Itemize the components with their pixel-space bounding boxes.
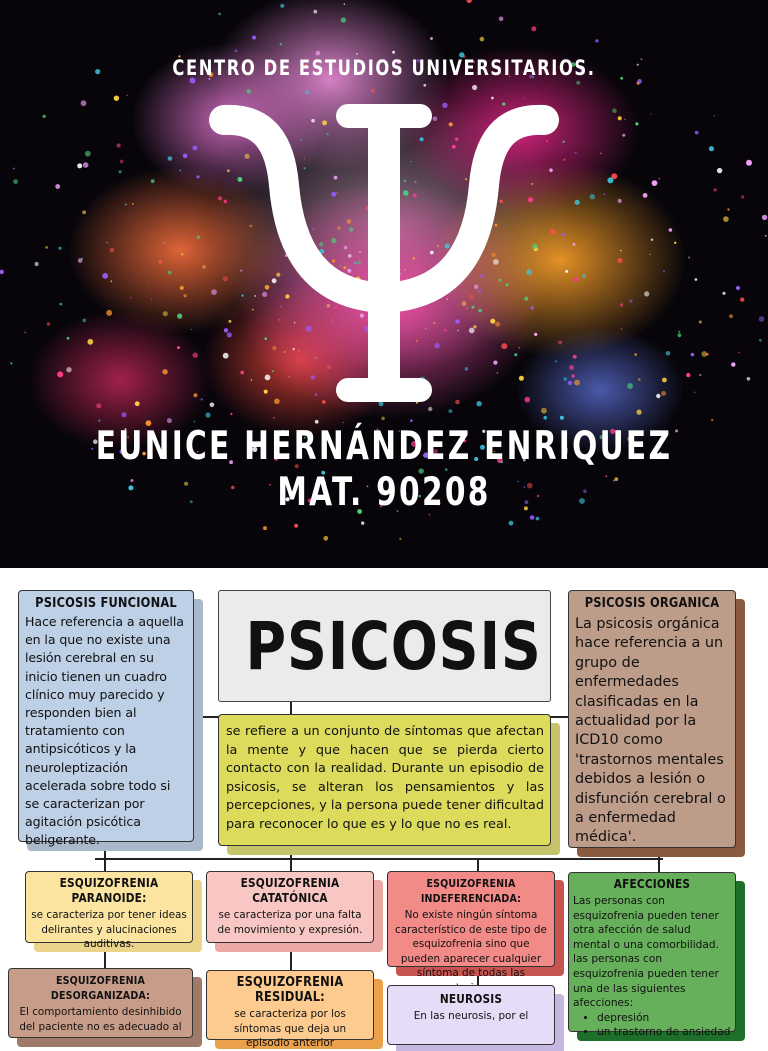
box-title: NEUROSIS [439,992,503,1006]
box-title: ESQUIZOFRENIA PARANOIDE: [59,876,159,905]
box-title: PSICOSIS ORGANICA [584,596,720,611]
box-text: No existe ningún síntoma característico de este tipo de esquizofrenia sino que pueden aparecer cualquier síntoma de todas las [395,909,547,980]
connector-line [290,952,292,970]
box-title: ESQUIZOFRENIA INDEFERENCIADA: [420,877,522,905]
author-name: EUNICE HERNÁNDEZ ENRIQUEZ [95,424,673,469]
box-text: La psicosis orgánica hace referencia a un grupo de enfermedades clasificadas en la actualidad por la ICD10 como 'trastornos mentales debidos a lesión o disfunción cerebral o a enfermedad médica'. [575,616,726,846]
connector-line [290,846,292,858]
esquizofrenia-paranoide-box [25,871,193,951]
definition-text: se refiere a un conjunto de síntomas que afectan la mente y que hacen que se pierda cierto contacto con la realidad. Durante un episodio de psicosis, se alteran los pensamientos y las percepciones, y la persona puede tener dificultad para reconocer lo que es y lo que no es real. [226,724,544,832]
connector-line [290,858,292,871]
author-block [92,424,676,516]
box-text: se caracteriza por una falta de movimiento y expresión. [217,909,363,936]
box-title: ESQUIZOFRENIA RESIDUAL: [236,975,344,1005]
esquizofrenia-catatonica-box [206,871,374,943]
connector-line [290,702,292,714]
list-item: • depresión [597,1011,731,1026]
psicosis-funcional-box [18,590,194,848]
definition-box [218,714,551,846]
box-text: se caracteriza por tener ideas delirantes y alucinaciones auditivas. [31,909,187,951]
esquizofrenia-desorganizada-box [8,968,193,1038]
box-text: Las personas con esquizofrenia pueden tener otra afección de salud mental o una comorbilidad. las personas con esquizofrenia pueden tener una de las siguientes afecciones: [573,895,719,1010]
box-text: El comportamiento desinhibido del paciente no es adecuado al [19,1006,182,1033]
box-title: AFECCIONES [613,877,691,891]
afecciones-list [597,1011,731,1040]
box-title: PSICOSIS FUNCIONAL [35,596,177,611]
box-title: ESQUIZOFRENIA CATATÓNICA [240,876,340,905]
connector-line [95,858,663,860]
connector-line [477,858,479,871]
map-title: PSICOSIS [245,608,542,685]
box-text: se caracteriza por los síntomas que deja un episodio anterior [233,1008,347,1050]
main-title-box [218,590,551,702]
box-text: Hace referencia a aquella en la que no existe una lesión cerebral en su inicio tienen un cuadro clínico muy parecido y responden bien al tratamiento con antipsicóticos y la neuroleptización acelerada sobre todo si se caracterizan por agitación psicótica beligerante. [25,614,184,848]
box-title: ESQUIZOFRENIA DESORGANIZADA: [50,974,151,1002]
box-text: En las neurosis, por el [413,1010,529,1022]
esquizofrenia-residual-box [206,970,374,1050]
connector-line [104,952,106,968]
list-item: • un trastorno de ansiedad [597,1025,731,1040]
psicosis-organica-box [568,590,736,848]
connector-line [658,848,660,872]
afecciones-box [568,872,736,1039]
neurosis-box [387,985,555,1045]
institution-name: CENTRO DE ESTUDIOS UNIVERSITARIOS. [172,56,596,80]
student-id: MAT. 90208 [277,470,491,515]
esquizofrenia-indiferenciada-box [387,871,555,980]
